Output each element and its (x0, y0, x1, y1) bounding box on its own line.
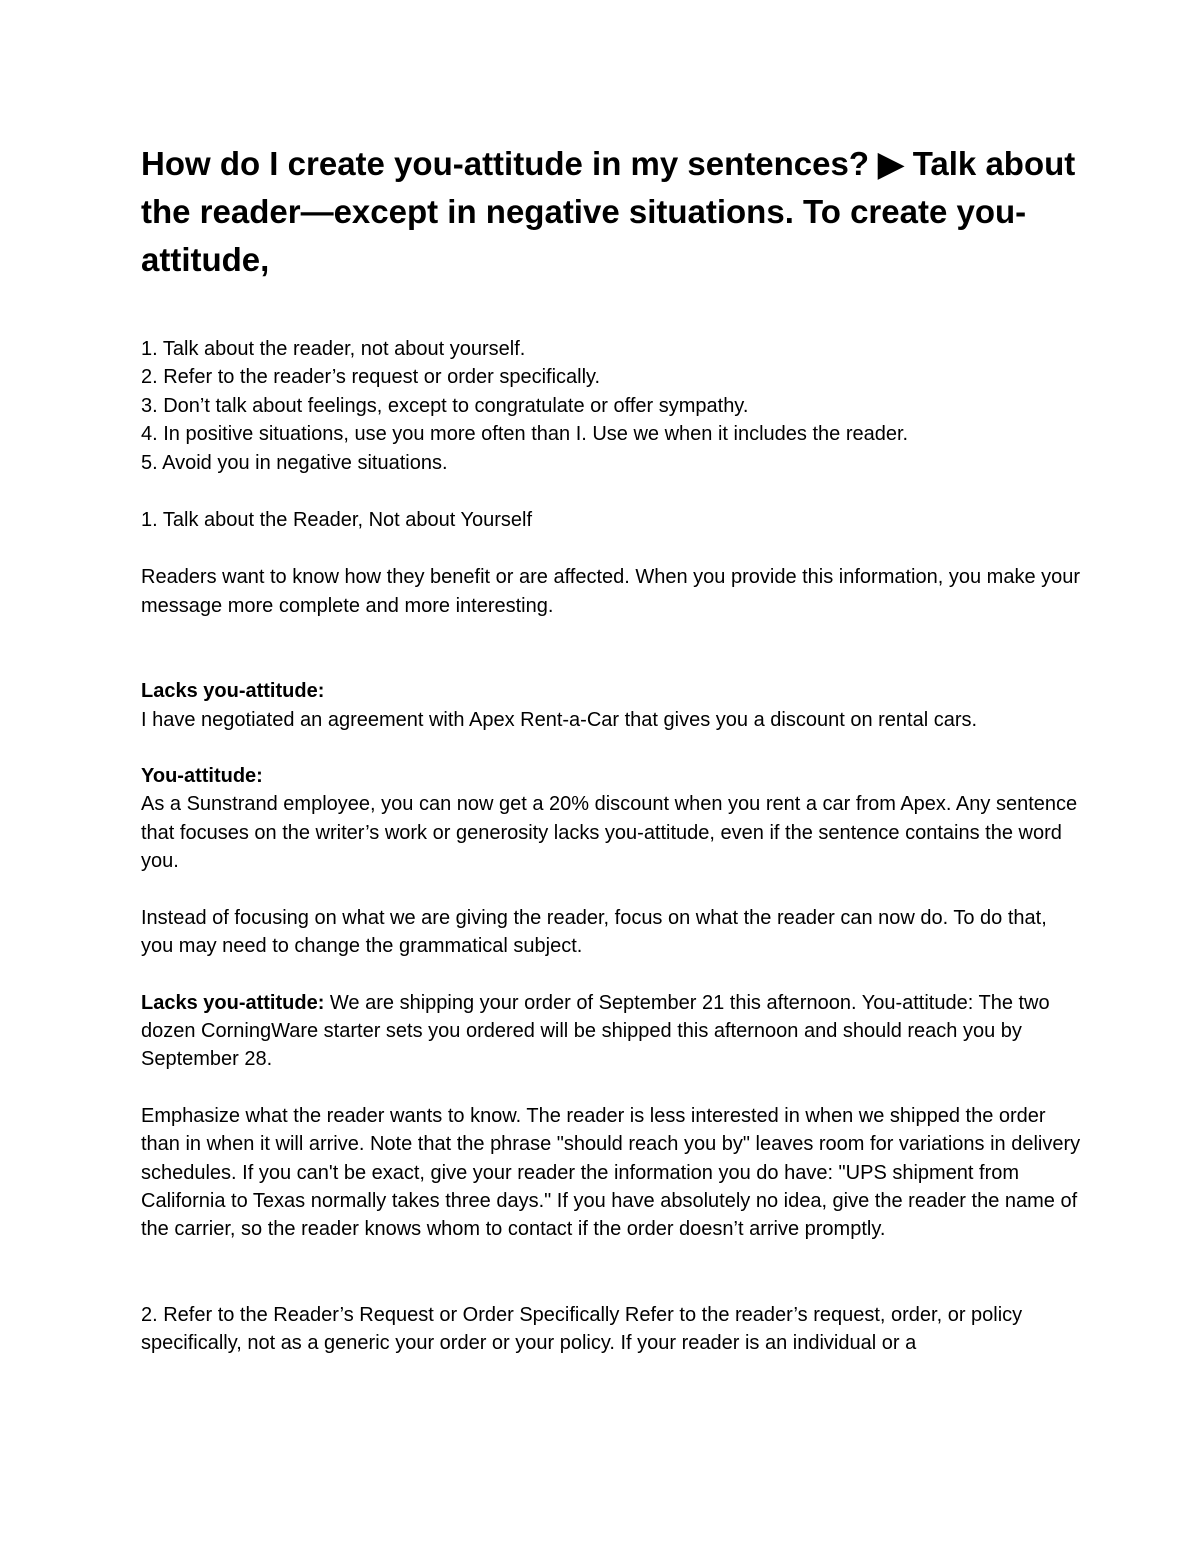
list-item: 5. Avoid you in negative situations. (141, 451, 448, 474)
list-item: 2. Refer to the reader’s request or order specifically. (141, 366, 601, 389)
lacks-you-attitude-label: Lacks you-attitude: (141, 991, 325, 1014)
paragraph: Emphasize what the reader wants to know. The reader is less interested in when we shipped the order than in when it will arrive. Note that the phrase "should reach you by" leaves room for variations in delivery schedules. If you can't be exact, give your reader the information you do have: "UPS shipment from California to Texas normally takes three days." If you have absolutely no idea, give the reader the name of the carrier, so the reader knows whom to contact if the order doesn’t arrive promptly. (141, 1104, 1081, 1241)
list-item: 3. Don’t talk about feelings, except to congratulate or offer sympathy. (141, 394, 749, 417)
lacks-you-attitude-paragraph (141, 989, 1081, 1074)
lacks-you-attitude-text: We are shipping your order of September 21 this afternoon. You-attitude: The two dozen CorningWare starter sets you ordered will be shipped this afternoon and should reach you by September 28. (141, 991, 1050, 1071)
paragraph: 2. Refer to the Reader’s Request or Order Specifically Refer to the reader’s request, order, or policy specifically, not as a generic your order or your policy. If your reader is an individual or a (141, 1303, 1023, 1355)
page-title: How do I create you-attitude in my sentences? ▶ Talk about the reader—except in negative situations. To create you-attitude, (141, 145, 1076, 278)
list-item: 1. Talk about the reader, not about yourself. (141, 338, 526, 360)
lacks-you-attitude-label: Lacks you-attitude: (141, 680, 325, 703)
list-item: 4. In positive situations, use you more often than I. Use we when it includes the reader. (141, 423, 909, 446)
rules-list (141, 335, 1081, 477)
you-attitude-example: As a Sunstrand employee, you can now get a 20% discount when you rent a car from Apex. Any sentence that focuses on the writer’s work or generosity lacks you-attitude, even if the sentence contains the word you. (141, 793, 1078, 873)
you-attitude-label: You-attitude: (141, 765, 263, 788)
document-page (141, 140, 1081, 1358)
paragraph: Instead of focusing on what we are giving the reader, focus on what the reader can now do. To do that, you may need to change the grammatical subject. (141, 906, 1047, 958)
lacks-you-attitude-example: I have negotiated an agreement with Apex Rent-a-Car that gives you a discount on rental cars. (141, 708, 978, 731)
paragraph: Readers want to know how they benefit or are affected. When you provide this information, you make your message more complete and more interesting. (141, 566, 1081, 617)
section-heading: 1. Talk about the Reader, Not about Yourself (141, 509, 533, 532)
